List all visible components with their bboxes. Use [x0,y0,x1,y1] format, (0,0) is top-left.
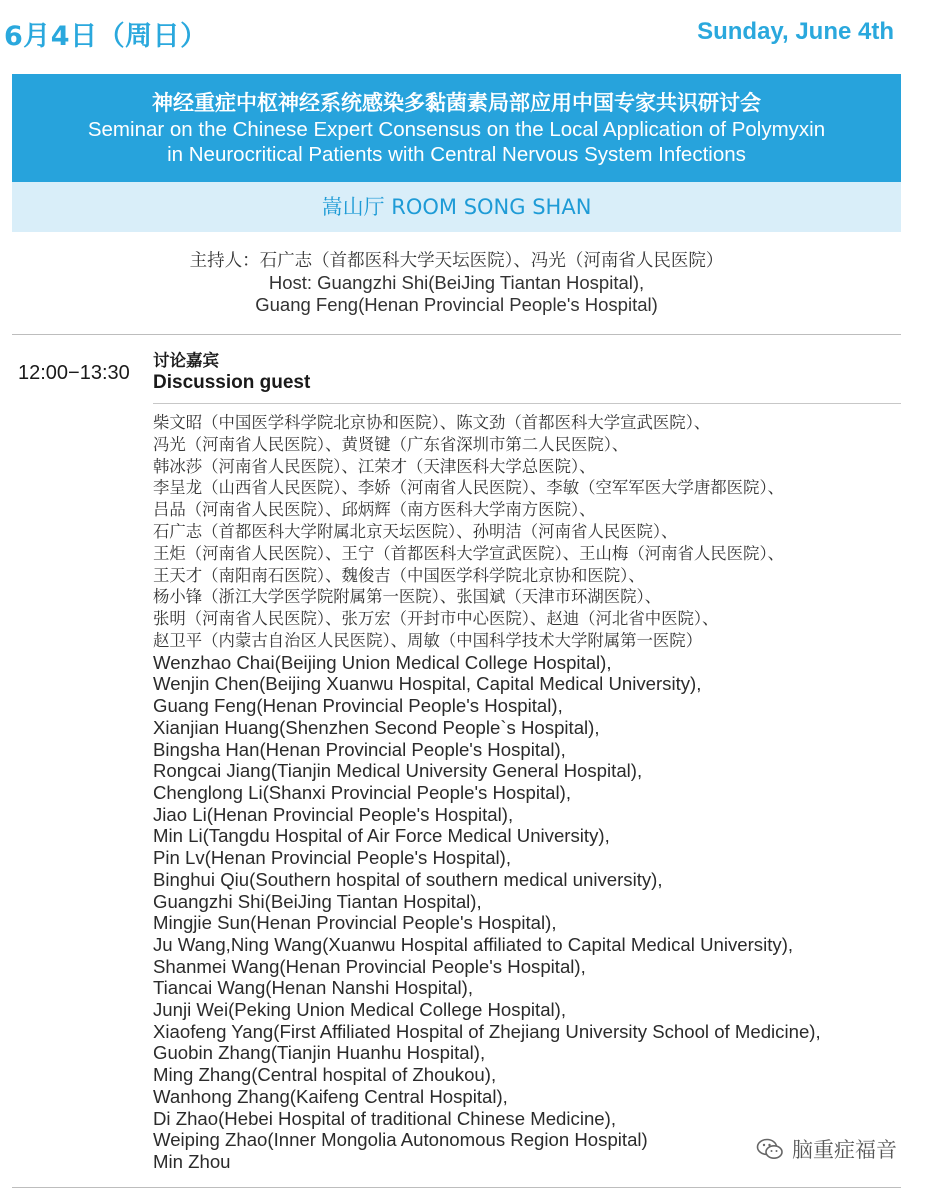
watermark-text: 脑重症福音 [792,1138,897,1162]
guest-line-english: Di Zhao(Hebei Hospital of traditional Chinese Medicine), [153,1107,617,1129]
wechat-icon [756,1137,784,1161]
guest-list-english [153,652,923,1173]
guest-line-chinese: 柴文昭（中国医学科学院北京协和医院）、陈文劲（首都医科大学宣武医院）、 [153,413,711,432]
guest-line-english: Wenjin Chen(Beijing Xuanwu Hospital, Capital Medical University), [153,673,702,695]
guest-line-english: Min Zhou [153,1150,231,1172]
guest-line-english: Rongcai Jiang(Tianjin Medical University General Hospital), [153,760,643,782]
discussion-guest-heading [153,350,310,394]
guest-line-english: Min Li(Tangdu Hospital of Air Force Medical University), [153,825,610,847]
heading-divider [153,403,901,404]
guest-line-english: Tiancai Wang(Henan Nanshi Hospital), [153,977,474,999]
guest-line-english: Wenzhao Chai(Beijing Union Medical College Hospital), [153,651,612,673]
guest-line-english: Binghui Qiu(Southern hospital of southern medical university), [153,868,663,890]
guest-line-chinese: 石广志（首都医科大学附属北京天坛医院）、孙明洁（河南省人民医院）、 [153,521,678,541]
session-time: 12:00−13:30 [18,362,130,384]
guest-line-english: Weiping Zhao(Inner Mongolia Autonomous Region Hospital) [153,1129,648,1151]
guest-line-english: Pin Lv(Henan Provincial People's Hospital), [153,847,512,869]
guest-line-chinese: 杨小锋（浙江大学医学院附属第一医院）、张国斌（天津市环湖医院）、 [153,587,662,607]
guest-line-english: Ming Zhang(Central hospital of Zhoukou), [153,1064,497,1086]
seminar-title-banner [12,74,901,182]
section-divider-bottom [12,1187,901,1188]
guest-line-english: Guobin Zhang(Tianjin Huanhu Hospital), [153,1042,486,1064]
guest-line-english: Mingjie Sun(Henan Provincial People's Hospital), [153,912,557,934]
seminar-title-chinese: 神经重症中枢神经系统感染多黏菌素局部应用中国专家共识研讨会 [152,91,761,115]
guest-line-english: Ju Wang,Ning Wang(Xuanwu Hospital affiliated to Capital Medical University), [153,933,794,955]
date-english: Sunday, June 4th [697,18,894,45]
guest-line-english: Jiao Li(Henan Provincial People's Hospital), [153,803,514,825]
hosts-chinese: 主持人：石广志（首都医科大学天坛医院）、冯光（河南省人民医院） [189,251,724,271]
hosts-english-line2: Guang Feng(Henan Provincial People's Hospital) [255,294,658,315]
section-divider-top [12,334,901,335]
room-label: 嵩山厅 ROOM SONG SHAN [12,182,901,232]
guest-line-english: Shanmei Wang(Henan Provincial People's Hospital), [153,955,586,977]
guest-line-chinese: 李呈龙（山西省人民医院）、李娇（河南省人民医院）、李敏（空军军医大学唐都医院）、 [153,478,785,498]
guest-list [153,412,923,1173]
guest-line-chinese: 冯光（河南省人民医院）、黄贤键（广东省深圳市第二人民医院）、 [153,434,629,454]
guest-line-english: Wanhong Zhang(Kaifeng Central Hospital), [153,1085,508,1107]
guest-line-chinese: 韩冰莎（河南省人民医院）、江荣才（天津医科大学总医院）、 [153,456,596,476]
guest-line-english: Xianjian Huang(Shenzhen Second People`s Hospital), [153,716,600,738]
guest-line-english: Xiaofeng Yang(First Affiliated Hospital of Zhejiang University School of Medicine), [153,1020,821,1042]
guest-line-english: Guang Feng(Henan Provincial People's Hospital), [153,695,563,717]
guest-line-chinese: 吕品（河南省人民医院）、邱炳辉（南方医科大学南方医院）、 [153,500,596,520]
guest-line-chinese: 张明（河南省人民医院）、张万宏（开封市中心医院）、赵迪（河北省中医院）、 [153,609,719,629]
guest-line-english: Chenglong Li(Shanxi Provincial People's Hospital), [153,781,572,803]
guest-line-chinese: 赵卫平（内蒙古自治区人民医院）、周敏（中国科学技术大学附属第一医院） [153,630,703,650]
hosts-block [12,250,901,316]
guest-line-english: Junji Wei(Peking Union Medical College Hospital), [153,999,567,1021]
watermark [756,1134,897,1164]
guest-line-chinese: 王天才（南阳南石医院）、魏俊吉（中国医学科学院北京协和医院）、 [153,565,645,585]
seminar-title-english-line1: Seminar on the Chinese Expert Consensus on the Local Application of Polymyxin [87,118,826,141]
discussion-guest-label-english: Discussion guest [153,372,311,393]
guest-line-english: Bingsha Han(Henan Provincial People's Hospital), [153,738,566,760]
guest-line-chinese: 王炬（河南省人民医院）、王宁（首都医科大学宣武医院）、王山梅（河南省人民医院）、 [153,543,785,563]
guest-list-chinese [153,412,923,652]
hosts-english-line1: Host: Guangzhi Shi(BeiJing Tiantan Hospital), [268,272,645,293]
date-chinese: 6月4日（周日） [4,21,208,52]
guest-line-english: Guangzhi Shi(BeiJing Tiantan Hospital), [153,890,482,912]
seminar-title-english-line2: in Neurocritical Patients with Central Nervous System Infections [167,143,746,166]
discussion-guest-label-chinese: 讨论嘉宾 [153,351,219,370]
